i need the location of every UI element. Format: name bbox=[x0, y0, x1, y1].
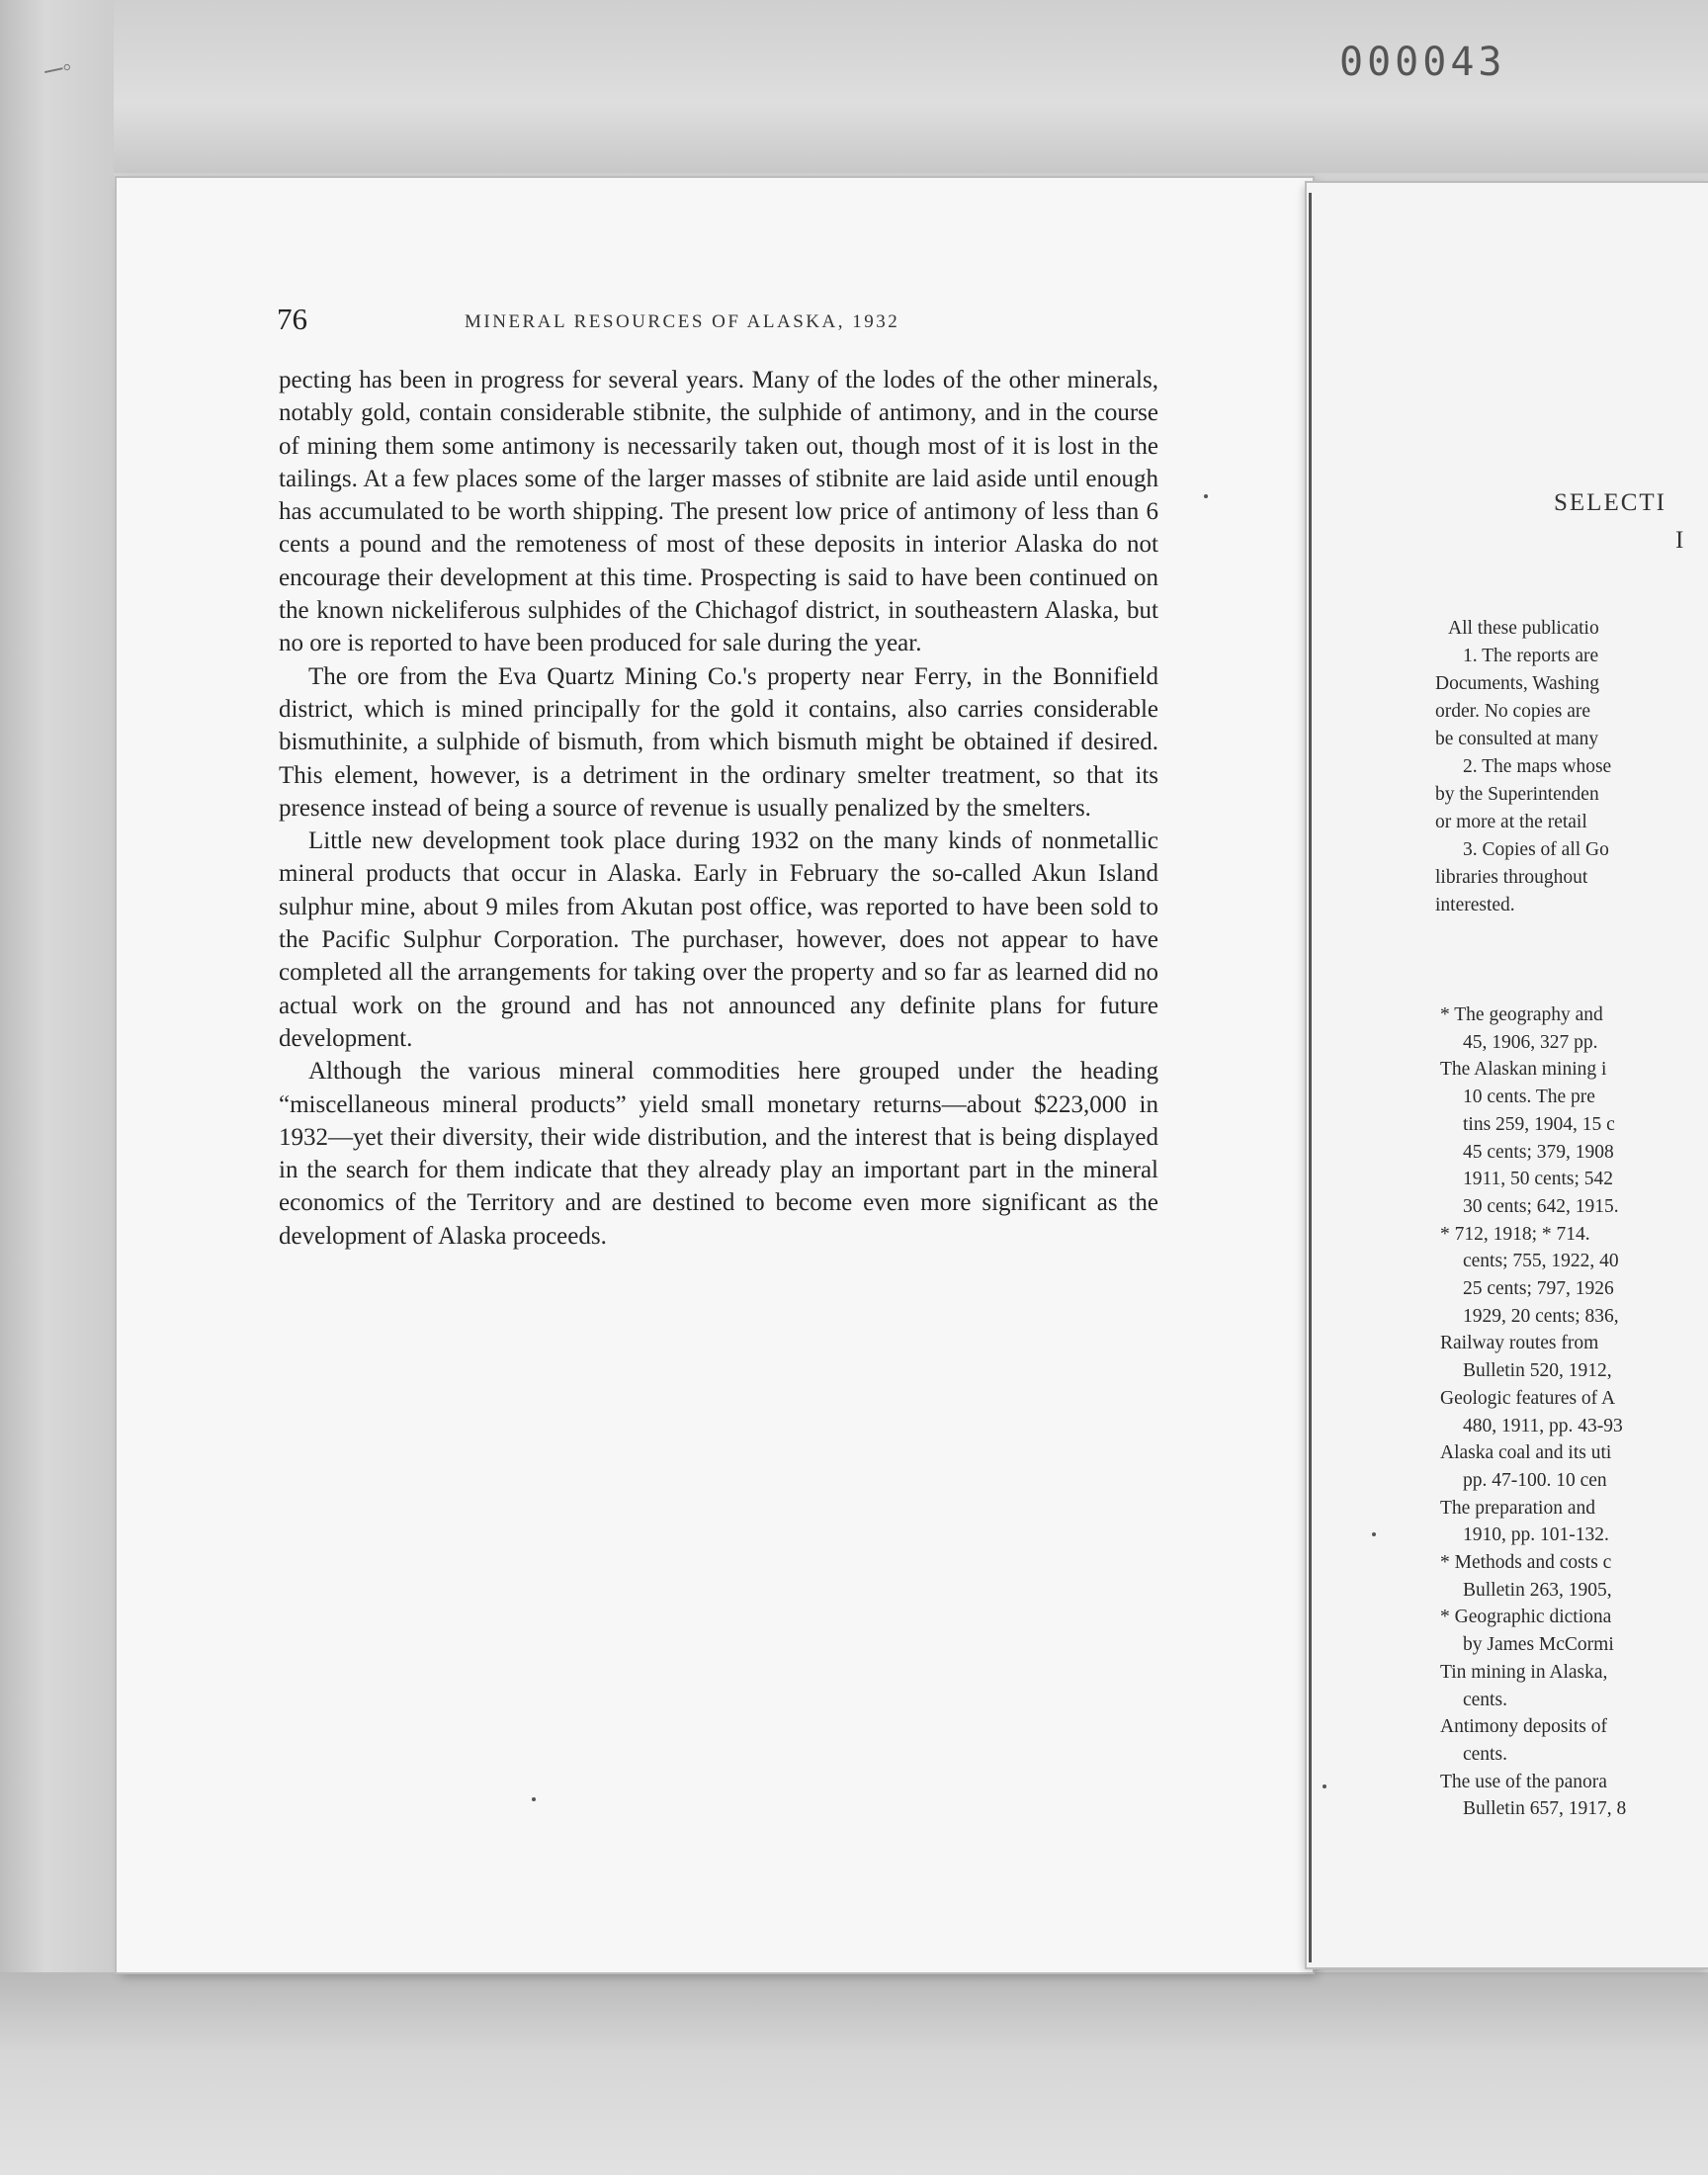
paragraph: pecting has been in progress for several years. Many of the lodes of the other minerals, notably gold, contain considerable stibnite, the sulphide of antimony, and in the course of mining them some antimony is necessarily taken out, though most of it is lost in the tailings. At a few places some of the larger masses of stibnite are laid aside until enough has accumulated to be worth shipping. The present low price of antimony of less than 6 cents a pound and the remoteness of most of these deposits in interior Alaska do not encourage their development at this time. Prospecting is said to have been continued on the known nickeliferous sulphides of the Chichagof district, in southeastern Alaska, but no ore is reported to have been produced for sale during the year. bbox=[279, 367, 1158, 657]
scan-speck bbox=[1323, 1784, 1326, 1788]
publication-list-line: Bulletin 520, 1912, bbox=[1463, 1360, 1612, 1382]
scan-background-top bbox=[0, 0, 1708, 173]
paragraph: Little new development took place during 1932 on the many kinds of nonmetallic mineral products that occur in Alaska. Early in February the so-called Akun Island sulphur mine, about 9 miles from Akutan post office, was reported to have been sold to the Pacific Sulphur Corporation. The purchaser, however, does not appear to have completed all the arrangements for taking over the property and so far as learned did no actual work on the ground and has not announced any definite plans for future development. bbox=[279, 827, 1158, 1052]
publication-list-line: Bulletin 263, 1905, bbox=[1463, 1579, 1612, 1601]
scan-speck bbox=[1204, 494, 1208, 498]
intro-line: Documents, Washing bbox=[1435, 673, 1599, 694]
publication-list-line: Geologic features of A bbox=[1440, 1387, 1616, 1409]
publication-list-line: 480, 1911, pp. 43-93 bbox=[1463, 1415, 1623, 1436]
publication-list-line: pp. 47-100. 10 cen bbox=[1463, 1469, 1607, 1491]
page-header bbox=[277, 302, 1166, 341]
publication-list-line: cents. bbox=[1463, 1689, 1507, 1710]
publication-list-line: The Alaskan mining i bbox=[1440, 1059, 1607, 1081]
publication-list-line: tins 259, 1904, 15 c bbox=[1463, 1113, 1615, 1135]
scan-background-left bbox=[0, 0, 114, 2175]
body-text bbox=[279, 364, 1158, 1253]
intro-line: be consulted at many bbox=[1435, 729, 1599, 749]
publication-list-line: * The geography and bbox=[1440, 1004, 1603, 1025]
right-page-title: SELECTI bbox=[1554, 489, 1666, 516]
intro-line: or more at the retail bbox=[1435, 812, 1587, 832]
publication-list-line: * Methods and costs c bbox=[1440, 1552, 1612, 1573]
publication-list-line: Bulletin 657, 1917, 8 bbox=[1463, 1798, 1627, 1820]
publication-list-line: The use of the panora bbox=[1440, 1771, 1607, 1792]
publication-list-line: 45, 1906, 327 pp. bbox=[1463, 1031, 1598, 1053]
scan-background-bottom bbox=[0, 1972, 1708, 2175]
publication-list-line: cents. bbox=[1463, 1743, 1507, 1765]
publication-list-line: 1910, pp. 101-132. bbox=[1463, 1524, 1609, 1546]
intro-line: 2. The maps whose bbox=[1463, 756, 1612, 777]
publication-list-line: 30 cents; 642, 1915. bbox=[1463, 1195, 1619, 1217]
intro-line: interested. bbox=[1435, 895, 1515, 915]
intro-line: All these publicatio bbox=[1448, 618, 1599, 639]
stray-scan-mark: ─◦ bbox=[42, 51, 75, 86]
publication-list-line: Tin mining in Alaska, bbox=[1440, 1661, 1608, 1683]
page-gutter bbox=[1309, 193, 1312, 1962]
publication-list-line: 1929, 20 cents; 836, bbox=[1463, 1305, 1619, 1327]
intro-line: by the Superintenden bbox=[1435, 784, 1599, 805]
right-page-subtitle: I bbox=[1675, 527, 1684, 554]
paragraph: The ore from the Eva Quartz Mining Co.'s property near Ferry, in the Bonnifield district, which is mined principally for the gold it contains, also carries considerable bismuthinite, a sulphide of bismuth, from which bismuth might be obtained if desired. This element, however, is a detriment in the ordinary smelter treatment, so that its presence instead of being a source of revenue is usually penalized by the smelters. bbox=[279, 662, 1158, 822]
running-head: MINERAL RESOURCES OF ALASKA, 1932 bbox=[465, 311, 900, 332]
publication-list-line: 1911, 50 cents; 542 bbox=[1463, 1169, 1614, 1190]
publication-list-line: by James McCormi bbox=[1463, 1634, 1614, 1656]
publication-list-line: Alaska coal and its uti bbox=[1440, 1442, 1612, 1464]
intro-line: 1. The reports are bbox=[1463, 646, 1599, 666]
publication-list-line: * Geographic dictiona bbox=[1440, 1607, 1612, 1628]
publication-list-line: 45 cents; 379, 1908 bbox=[1463, 1141, 1614, 1163]
publication-list-line: 10 cents. The pre bbox=[1463, 1087, 1595, 1108]
publication-list-line: cents; 755, 1922, 40 bbox=[1463, 1251, 1619, 1272]
paragraph: Although the various mineral commodities here grouped under the heading “miscellaneous mineral products” yield small monetary returns—about $223,000 in 1932—yet their diversity, their wide distribution, and the interest that is being displayed in the search for them indicate that they already play an important part in the mineral economics of the Territory and are destined to become even more significant as the development of Alaska proceeds. bbox=[279, 1058, 1158, 1250]
intro-line: 3. Copies of all Go bbox=[1463, 839, 1609, 860]
intro-line: libraries throughout bbox=[1435, 867, 1588, 888]
page-number: 76 bbox=[277, 302, 307, 336]
document-number-stamp: 000043 bbox=[1339, 40, 1506, 85]
intro-line: order. No copies are bbox=[1435, 701, 1591, 722]
publication-list-line: Railway routes from bbox=[1440, 1333, 1599, 1354]
publication-list-line: The preparation and bbox=[1440, 1497, 1596, 1519]
publication-list-line: 25 cents; 797, 1926 bbox=[1463, 1278, 1614, 1299]
publication-list-line: * 712, 1918; * 714. bbox=[1440, 1223, 1590, 1245]
scan-speck bbox=[532, 1797, 536, 1801]
publication-list-line: Antimony deposits of bbox=[1440, 1716, 1607, 1738]
scan-speck bbox=[1372, 1532, 1376, 1536]
